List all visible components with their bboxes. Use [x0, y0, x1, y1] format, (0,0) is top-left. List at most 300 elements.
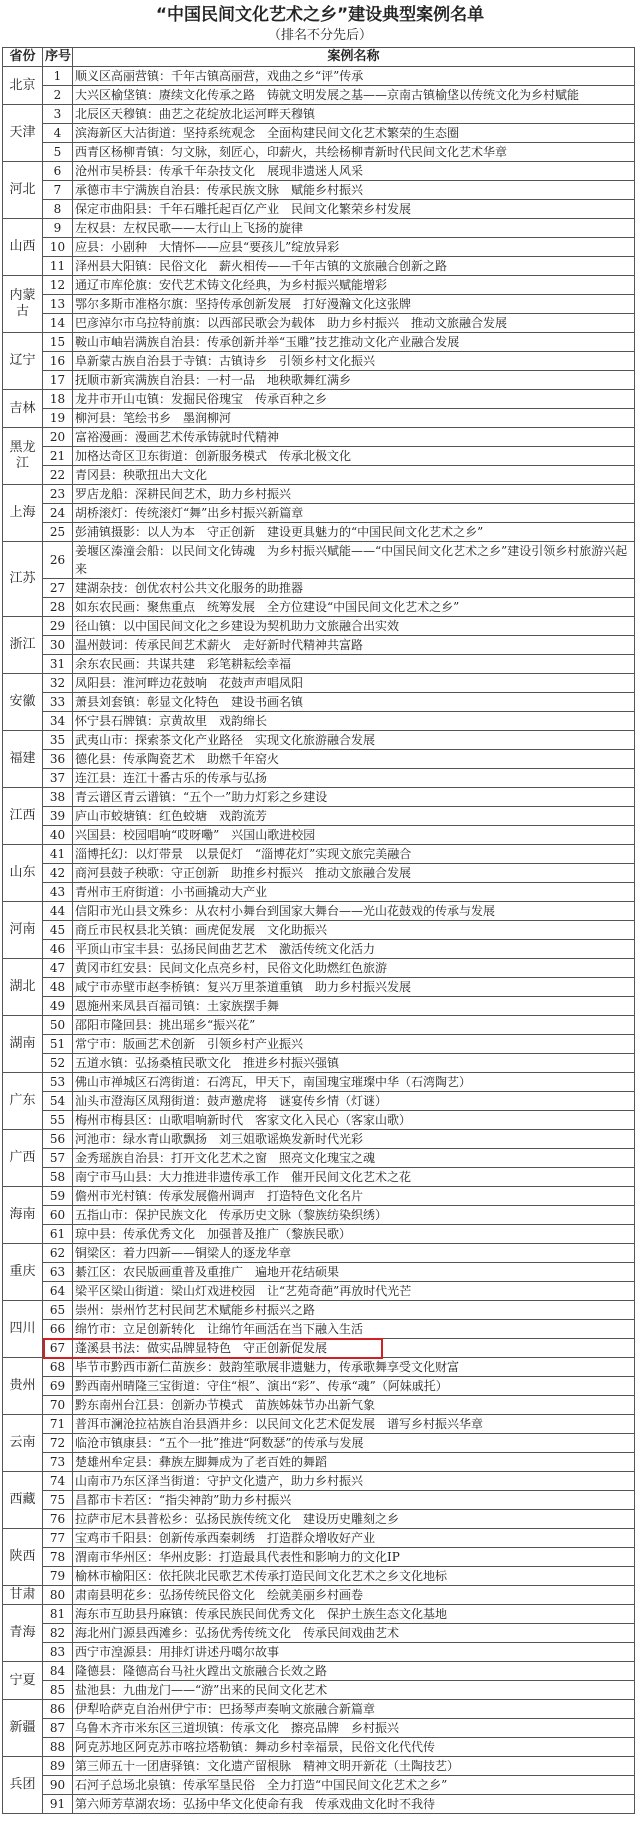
case-list-table — [2, 47, 635, 1814]
case-number: 47 — [43, 959, 73, 978]
case-number: 20 — [43, 428, 73, 447]
case-name: 兴国县：校园唱响“哎呀嘞” 兴国山歌进校园 — [73, 826, 635, 845]
case-number: 8 — [43, 200, 73, 219]
table-row — [3, 1700, 635, 1719]
table-row — [3, 997, 635, 1016]
province-cell: 广西 — [3, 1130, 43, 1187]
province-cell: 内蒙古 — [3, 276, 43, 333]
table-row — [3, 409, 635, 428]
table-row — [3, 1567, 635, 1586]
table-row — [3, 447, 635, 466]
case-number: 63 — [43, 1263, 73, 1282]
province-cell: 浙江 — [3, 617, 43, 674]
case-name: 绵竹市：立足创新转化 让绵竹年画活在当下融入生活 — [73, 1320, 635, 1339]
case-name: 宝鸡市千阳县：创新传承西秦刺绣 打造群众增收好产业 — [73, 1529, 635, 1548]
case-number: 7 — [43, 181, 73, 200]
table-row — [3, 466, 635, 485]
case-number: 70 — [43, 1396, 73, 1415]
table-row — [3, 1643, 635, 1662]
case-number: 89 — [43, 1757, 73, 1776]
case-number: 3 — [43, 105, 73, 124]
table-row — [3, 390, 635, 409]
province-cell: 甘肃 — [3, 1586, 43, 1605]
case-name: 滨海新区大沽街道：坚持系统观念 全面构建民间文化艺术繁荣的生态圈 — [73, 124, 635, 143]
case-number: 59 — [43, 1187, 73, 1206]
case-name: 庐山市蛟塘镇：红色蛟塘 戏韵流芳 — [73, 807, 635, 826]
province-cell: 江西 — [3, 788, 43, 845]
case-number: 91 — [43, 1795, 73, 1814]
document-title: “中国民间文化艺术之乡”建设典型案例名单 — [155, 5, 485, 25]
case-number: 32 — [43, 674, 73, 693]
case-number: 10 — [43, 238, 73, 257]
table-row — [3, 1681, 635, 1700]
case-name: 鄂尔多斯市准格尔旗：坚持传承创新发展 打好漫瀚文化这张牌 — [73, 295, 635, 314]
case-number: 66 — [43, 1320, 73, 1339]
table-row — [3, 1415, 635, 1434]
case-name: 乌鲁木齐市米东区三道坝镇：传承文化 擦亮品牌 乡村振兴 — [73, 1719, 635, 1738]
case-name: 加格达奇区卫东街道：创新服务模式 传承北极文化 — [73, 447, 635, 466]
case-number: 90 — [43, 1776, 73, 1795]
table-row — [3, 845, 635, 864]
table-row — [3, 1776, 635, 1795]
table-row — [3, 1510, 635, 1529]
case-number: 46 — [43, 940, 73, 959]
case-number: 83 — [43, 1643, 73, 1662]
case-name: 榆林市榆阳区：依托陕北民歌艺术传承打造民间文化艺术之乡文化地标 — [73, 1567, 635, 1586]
table-row — [3, 883, 635, 902]
case-name: 青州市王府街道：小书画撬动大产业 — [73, 883, 635, 902]
case-number: 87 — [43, 1719, 73, 1738]
case-name: 渭南市华州区：华州皮影：打造最具代表性和影响力的文化IP — [73, 1548, 635, 1567]
case-number: 28 — [43, 598, 73, 617]
case-number: 43 — [43, 883, 73, 902]
province-cell: 四川 — [3, 1301, 43, 1358]
case-name: 西宁市湟源县：用排灯讲述丹噶尔故事 — [73, 1643, 635, 1662]
case-number: 67 — [43, 1339, 73, 1358]
case-name: 西青区杨柳青镇：匀文脉，刻匠心，印薪火，共绘杨柳青新时代民间文化艺术华章 — [73, 143, 635, 162]
case-number: 4 — [43, 124, 73, 143]
case-name: 武夷山市：探索茶文化产业路径 实现文化旅游融合发展 — [73, 731, 635, 750]
case-name: 鞍山市岫岩满族自治县：传承创新并举“玉雕”技艺推动文化产业融合发展 — [73, 333, 635, 352]
table-row — [3, 1377, 635, 1396]
table-row — [3, 617, 635, 636]
case-number: 14 — [43, 314, 73, 333]
case-name: 梁平区梁山街道：梁山灯戏进校园 让“艺苑奇葩”再放时代光芒 — [73, 1282, 635, 1301]
table-row — [3, 579, 635, 598]
table-row — [3, 1586, 635, 1605]
case-number: 61 — [43, 1225, 73, 1244]
province-cell: 北京 — [3, 67, 43, 105]
table-row — [3, 674, 635, 693]
table-row — [3, 1282, 635, 1301]
case-number: 2 — [43, 86, 73, 105]
table-row — [3, 485, 635, 504]
table-row — [3, 333, 635, 352]
case-number: 39 — [43, 807, 73, 826]
table-row — [3, 1396, 635, 1415]
case-name: 连江县：连江十番古乐的传承与弘扬 — [73, 769, 635, 788]
case-number: 19 — [43, 409, 73, 428]
province-cell: 湖南 — [3, 1016, 43, 1073]
province-cell: 新疆 — [3, 1700, 43, 1757]
table-row — [3, 1054, 635, 1073]
table-row — [3, 1795, 635, 1814]
table-row — [3, 788, 635, 807]
table-row — [3, 1491, 635, 1510]
table-row — [3, 276, 635, 295]
case-name: 径山镇：以中国民间文化之乡建设为契机助力文旅融合出实效 — [73, 617, 635, 636]
case-number: 29 — [43, 617, 73, 636]
table-row — [3, 352, 635, 371]
table-row — [3, 921, 635, 940]
case-number: 85 — [43, 1681, 73, 1700]
province-cell: 江苏 — [3, 542, 43, 617]
case-name: 临沧市镇康县：“五个一批”推进“阿数瑟”的传承与发展 — [73, 1434, 635, 1453]
case-number: 49 — [43, 997, 73, 1016]
table-row — [3, 314, 635, 333]
case-name: 彭浦镇摄影：以人为本 守正创新 建设更具魅力的“中国民间文化艺术之乡” — [73, 523, 635, 542]
case-name: 怀宁县石牌镇：京黄故里 戏韵绵长 — [73, 712, 635, 731]
table-row — [3, 1358, 635, 1377]
table-row — [3, 1472, 635, 1491]
table-body — [3, 67, 635, 1814]
case-number: 84 — [43, 1662, 73, 1681]
case-number: 58 — [43, 1168, 73, 1187]
case-name: 温州鼓词：传承民间艺术薪火 走好新时代精神共富路 — [73, 636, 635, 655]
case-name: 五指山市：保护民族文化 传承历史文脉（黎族纺染织绣） — [73, 1206, 635, 1225]
table-row — [3, 1073, 635, 1092]
case-name: 商丘市民权县北关镇：画虎促发展 文化助振兴 — [73, 921, 635, 940]
case-number: 40 — [43, 826, 73, 845]
table-row — [3, 1548, 635, 1567]
case-number: 38 — [43, 788, 73, 807]
case-name: 北辰区天穆镇：曲艺之花绽放北运河畔天穆镇 — [73, 105, 635, 124]
table-row — [3, 1149, 635, 1168]
case-name: 崇州：崇州竹艺村民间艺术赋能乡村振兴之路 — [73, 1301, 635, 1320]
case-number: 16 — [43, 352, 73, 371]
case-number: 81 — [43, 1605, 73, 1624]
province-cell: 天津 — [3, 105, 43, 162]
case-name: 五道水镇：弘扬桑植民歌文化 推进乡村振兴强镇 — [73, 1054, 635, 1073]
case-number: 25 — [43, 523, 73, 542]
table-row — [3, 1187, 635, 1206]
case-number: 23 — [43, 485, 73, 504]
case-number: 88 — [43, 1738, 73, 1757]
case-name: 肃南县明花乡：弘扬传统民俗文化 绘就美丽乡村画卷 — [73, 1586, 635, 1605]
case-name: 大兴区榆垡镇：赓续文化传承之路 铸就文明发展之基——京南古镇榆垡以传统文化为乡村赋能 — [73, 86, 635, 105]
table-row — [3, 1244, 635, 1263]
case-name: 琼中县：传承优秀文化 加强普及推广（黎族民歌） — [73, 1225, 635, 1244]
case-name: 普洱市澜沧拉祜族自治县酒井乡：以民间文化艺术促发展 谱写乡村振兴华章 — [73, 1415, 635, 1434]
case-number: 6 — [43, 162, 73, 181]
document-subtitle: （排名不分先后） — [267, 28, 372, 43]
case-name: 黔西南州晴隆三宝街道：守住“根”、演出“彩”、传承“魂”（阿妹戚托） — [73, 1377, 635, 1396]
province-cell: 云南 — [3, 1415, 43, 1472]
case-name: 应县：小剧种 大情怀——应县“要孩儿”绽放异彩 — [73, 238, 635, 257]
table-row — [3, 181, 635, 200]
table-row — [3, 864, 635, 883]
case-name: 隆德县：隆德高台马社火蹚出文旅融合长效之路 — [73, 1662, 635, 1681]
case-number: 53 — [43, 1073, 73, 1092]
case-name: 建湖杂技：创优农村公共文化服务的助推器 — [73, 579, 635, 598]
table-row — [3, 940, 635, 959]
case-name: 铜梁区：着力四新——铜梁人的逐龙华章 — [73, 1244, 635, 1263]
case-number: 77 — [43, 1529, 73, 1548]
province-cell: 上海 — [3, 485, 43, 542]
case-number: 33 — [43, 693, 73, 712]
case-name: 罗店龙船：深耕民间艺术，助力乡村振兴 — [73, 485, 635, 504]
table-row — [3, 1320, 635, 1339]
case-number: 62 — [43, 1244, 73, 1263]
case-number: 52 — [43, 1054, 73, 1073]
province-cell: 山西 — [3, 219, 43, 276]
table-row — [3, 636, 635, 655]
case-name: 河池市：绿水青山歌飘扬 刘三姐歌谣焕发新时代光彩 — [73, 1130, 635, 1149]
case-number: 72 — [43, 1434, 73, 1453]
case-name: 蓬溪县书法：做实品牌显特色 守正创新促发展 — [73, 1339, 635, 1358]
case-name: 沧州市吴桥县：传承千年杂技文化 展现非遗迷人风采 — [73, 162, 635, 181]
case-name: 通辽市库伦旗：安代艺术铸文化经典，为乡村振兴赋能增彩 — [73, 276, 635, 295]
case-name: 胡桥滚灯：传统滚灯“舞”出乡村振兴新篇章 — [73, 504, 635, 523]
case-name: 富裕漫画：漫画艺术传承铸就时代精神 — [73, 428, 635, 447]
case-number: 42 — [43, 864, 73, 883]
case-name: 阜新蒙古族自治县于寺镇：古镇诗乡 引领乡村文化振兴 — [73, 352, 635, 371]
case-name: 阿克苏地区阿克苏市喀拉塔勒镇：舞动乡村幸福景，民俗文化代代传 — [73, 1738, 635, 1757]
case-number: 79 — [43, 1567, 73, 1586]
case-name: 萧县刘套镇：彰显文化特色 建设书画名镇 — [73, 693, 635, 712]
table-row — [3, 124, 635, 143]
table-row — [3, 105, 635, 124]
province-cell: 福建 — [3, 731, 43, 788]
case-number: 22 — [43, 466, 73, 485]
table-row — [3, 655, 635, 674]
province-cell: 广东 — [3, 1073, 43, 1130]
table-row — [3, 902, 635, 921]
case-name: 德化县：传承陶瓷艺术 助燃千年窑火 — [73, 750, 635, 769]
province-cell: 辽宁 — [3, 333, 43, 390]
case-number: 75 — [43, 1491, 73, 1510]
case-name: 淄博托幻：以灯带景 以景促灯 “淄博花灯”实现文旅完美融合 — [73, 845, 635, 864]
case-name: 昌都市卡若区：“指尖神韵”助力乡村振兴 — [73, 1491, 635, 1510]
case-name: 柳河县：笔绘书乡 墨润柳河 — [73, 409, 635, 428]
case-name: 山南市乃东区泽当街道：守护文化遗产，助力乡村振兴 — [73, 1472, 635, 1491]
case-number: 54 — [43, 1092, 73, 1111]
case-number: 76 — [43, 1510, 73, 1529]
case-number: 35 — [43, 731, 73, 750]
case-name: 凤阳县：淮河畔边花鼓响 花鼓声声唱凤阳 — [73, 674, 635, 693]
case-number: 21 — [43, 447, 73, 466]
table-row — [3, 750, 635, 769]
case-number: 9 — [43, 219, 73, 238]
case-number: 26 — [43, 542, 73, 579]
case-number: 44 — [43, 902, 73, 921]
case-number: 31 — [43, 655, 73, 674]
case-name: 平顶山市宝丰县：弘扬民间曲艺艺术 激活传统文化活力 — [73, 940, 635, 959]
table-row — [3, 86, 635, 105]
case-name: 汕头市澄海区凤翔街道：鼓声邀虎将 谜宴传乡情（灯谜） — [73, 1092, 635, 1111]
table-row — [3, 769, 635, 788]
case-number: 86 — [43, 1700, 73, 1719]
table-row — [3, 959, 635, 978]
case-number: 82 — [43, 1624, 73, 1643]
header-province: 省份 — [3, 48, 43, 67]
case-number: 74 — [43, 1472, 73, 1491]
case-name: 盐池县：九曲龙门——“游”出来的民间文化艺术 — [73, 1681, 635, 1700]
case-name: 信阳市光山县文殊乡：从农村小舞台到国家大舞台——光山花鼓戏的传承与发展 — [73, 902, 635, 921]
table-row — [3, 67, 635, 86]
table-row — [3, 1757, 635, 1776]
case-number: 68 — [43, 1358, 73, 1377]
case-name: 楚雄州牟定县：彝族左脚舞成为了老百姓的舞蹈 — [73, 1453, 635, 1472]
case-name: 海北州门源县西滩乡：弘扬优秀传统文化 传承民间戏曲艺术 — [73, 1624, 635, 1643]
province-cell: 兵团 — [3, 1757, 43, 1814]
table-row — [3, 693, 635, 712]
table-row — [3, 162, 635, 181]
case-number: 37 — [43, 769, 73, 788]
province-cell: 西藏 — [3, 1472, 43, 1529]
case-number: 78 — [43, 1548, 73, 1567]
case-number: 65 — [43, 1301, 73, 1320]
table-row — [3, 257, 635, 276]
case-name: 金秀瑶族自治县：打开文化艺术之窗 照亮文化瑰宝之魂 — [73, 1149, 635, 1168]
case-name: 泽州县大阳镇：民俗文化 薪火相传——千年古镇的文旅融合创新之路 — [73, 257, 635, 276]
case-name: 如东农民画：聚焦重点 统筹发展 全方位建设“中国民间文化艺术之乡” — [73, 598, 635, 617]
province-cell: 重庆 — [3, 1244, 43, 1301]
province-cell: 山东 — [3, 845, 43, 902]
table-row — [3, 1092, 635, 1111]
province-cell: 河北 — [3, 162, 43, 219]
case-number: 51 — [43, 1035, 73, 1054]
case-number: 56 — [43, 1130, 73, 1149]
case-number: 71 — [43, 1415, 73, 1434]
case-name: 伊犁哈萨克自治州伊宁市：巴扬琴声奏响文旅融合新篇章 — [73, 1700, 635, 1719]
case-name: 商河县鼓子秧歌：守正创新 助推乡村振兴 推动文旅融合发展 — [73, 864, 635, 883]
province-cell: 湖北 — [3, 959, 43, 1016]
case-number: 30 — [43, 636, 73, 655]
case-name: 拉萨市尼木县普松乡：弘扬民族传统文化 建设历史雕刻之乡 — [73, 1510, 635, 1529]
table-row — [3, 238, 635, 257]
province-cell: 吉林 — [3, 390, 43, 428]
case-number: 11 — [43, 257, 73, 276]
case-name: 第六师芳草湖农场：弘扬中华文化使命有我 传承戏曲文化时不我待 — [73, 1795, 635, 1814]
table-row — [3, 1339, 635, 1358]
table-row — [3, 1301, 635, 1320]
case-number: 57 — [43, 1149, 73, 1168]
case-name: 毕节市黔西市新仁苗族乡：鼓韵笙歌展非遗魅力，传承歌舞享受文化财富 — [73, 1358, 635, 1377]
case-name: 巴彦淖尔市乌拉特前旗：以西部民歌会为载体 助力乡村振兴 推动文旅融合发展 — [73, 314, 635, 333]
table-row — [3, 712, 635, 731]
province-cell: 安徽 — [3, 674, 43, 731]
case-name: 黄冈市红安县：民间文化点亮乡村，民俗文化助燃红色旅游 — [73, 959, 635, 978]
case-name: 姜堰区溱潼会船：以民间文化铸魂 为乡村振兴赋能——“中国民间文化艺术之乡”建设引领乡村旅游兴起来 — [73, 542, 635, 579]
table-row — [3, 1016, 635, 1035]
case-number: 18 — [43, 390, 73, 409]
table-row — [3, 295, 635, 314]
case-number: 69 — [43, 1377, 73, 1396]
case-name: 黔东南州台江县：创新办节模式 苗族姊妹节办出新气象 — [73, 1396, 635, 1415]
table-row — [3, 1719, 635, 1738]
table-row — [3, 1206, 635, 1225]
table-row — [3, 523, 635, 542]
case-name: 余东农民画：共谋共建 彩笔耕耘绘幸福 — [73, 655, 635, 674]
table-row — [3, 1263, 635, 1282]
case-name: 咸宁市赤壁市赵李桥镇：复兴万里茶道重镇 助力乡村振兴发展 — [73, 978, 635, 997]
table-row — [3, 219, 635, 238]
province-cell: 陕西 — [3, 1529, 43, 1586]
province-cell: 海南 — [3, 1187, 43, 1244]
table-row — [3, 1738, 635, 1757]
table-header-row — [3, 48, 635, 67]
case-number: 45 — [43, 921, 73, 940]
case-number: 55 — [43, 1111, 73, 1130]
table-row — [3, 200, 635, 219]
case-number: 34 — [43, 712, 73, 731]
case-name: 梅州市梅县区：山歌唱响新时代 客家文化入民心（客家山歌） — [73, 1111, 635, 1130]
case-name: 儋州市光村镇：传承发展儋州调声 打造特色文化名片 — [73, 1187, 635, 1206]
case-name: 承德市丰宁满族自治县：传承民族文脉 赋能乡村振兴 — [73, 181, 635, 200]
case-name: 抚顺市新宾满族自治县：一村一品 地秧歌舞红满乡 — [73, 371, 635, 390]
header-case-name: 案例名称 — [73, 48, 635, 67]
case-name: 龙井市开山屯镇：发掘民俗瑰宝 传承百种之乡 — [73, 390, 635, 409]
province-cell: 宁夏 — [3, 1662, 43, 1700]
table-row — [3, 807, 635, 826]
case-name: 青云谱区青云谱镇：“五个一”助力灯彩之乡建设 — [73, 788, 635, 807]
header-number: 序号 — [43, 48, 73, 67]
table-row — [3, 598, 635, 617]
case-number: 15 — [43, 333, 73, 352]
case-number: 24 — [43, 504, 73, 523]
table-row — [3, 978, 635, 997]
case-number: 64 — [43, 1282, 73, 1301]
case-number: 36 — [43, 750, 73, 769]
table-row — [3, 1111, 635, 1130]
table-row — [3, 826, 635, 845]
case-name: 顺义区高丽营镇：千年古镇高丽营，戏曲之乡“评”传承 — [73, 67, 635, 86]
case-name: 南宁市马山县：大力推进非遗传承工作 催开民间文化艺术之花 — [73, 1168, 635, 1187]
province-cell: 贵州 — [3, 1358, 43, 1415]
case-name: 佛山市禅城区石湾街道：石湾瓦，甲天下，南国瑰宝璀璨中华（石湾陶艺） — [73, 1073, 635, 1092]
case-number: 60 — [43, 1206, 73, 1225]
case-name: 青冈县：秧歌扭出大文化 — [73, 466, 635, 485]
case-number: 12 — [43, 276, 73, 295]
case-number: 48 — [43, 978, 73, 997]
province-cell: 黑龙江 — [3, 428, 43, 485]
case-number: 27 — [43, 579, 73, 598]
case-name: 第三师五十一团唐驿镇：文化遗产留根脉 精神文明开新花（土陶技艺） — [73, 1757, 635, 1776]
case-name: 海东市互助县丹麻镇：传承民族民间优秀文化 保护土族生态文化基地 — [73, 1605, 635, 1624]
case-number: 80 — [43, 1586, 73, 1605]
case-number: 50 — [43, 1016, 73, 1035]
case-name: 綦江区：农民版画重普及重推广 遍地开花结硕果 — [73, 1263, 635, 1282]
table-row — [3, 1168, 635, 1187]
table-row — [3, 731, 635, 750]
province-cell: 青海 — [3, 1605, 43, 1662]
table-row — [3, 1225, 635, 1244]
province-cell: 河南 — [3, 902, 43, 959]
table-row — [3, 1624, 635, 1643]
case-number: 41 — [43, 845, 73, 864]
case-number: 5 — [43, 143, 73, 162]
table-row — [3, 1605, 635, 1624]
table-row — [3, 1529, 635, 1548]
table-row — [3, 143, 635, 162]
case-number: 1 — [43, 67, 73, 86]
case-number: 73 — [43, 1453, 73, 1472]
case-name: 邵阳市隆回县：挑出瑶乡“振兴花” — [73, 1016, 635, 1035]
table-row — [3, 1662, 635, 1681]
case-number: 17 — [43, 371, 73, 390]
table-row — [3, 504, 635, 523]
